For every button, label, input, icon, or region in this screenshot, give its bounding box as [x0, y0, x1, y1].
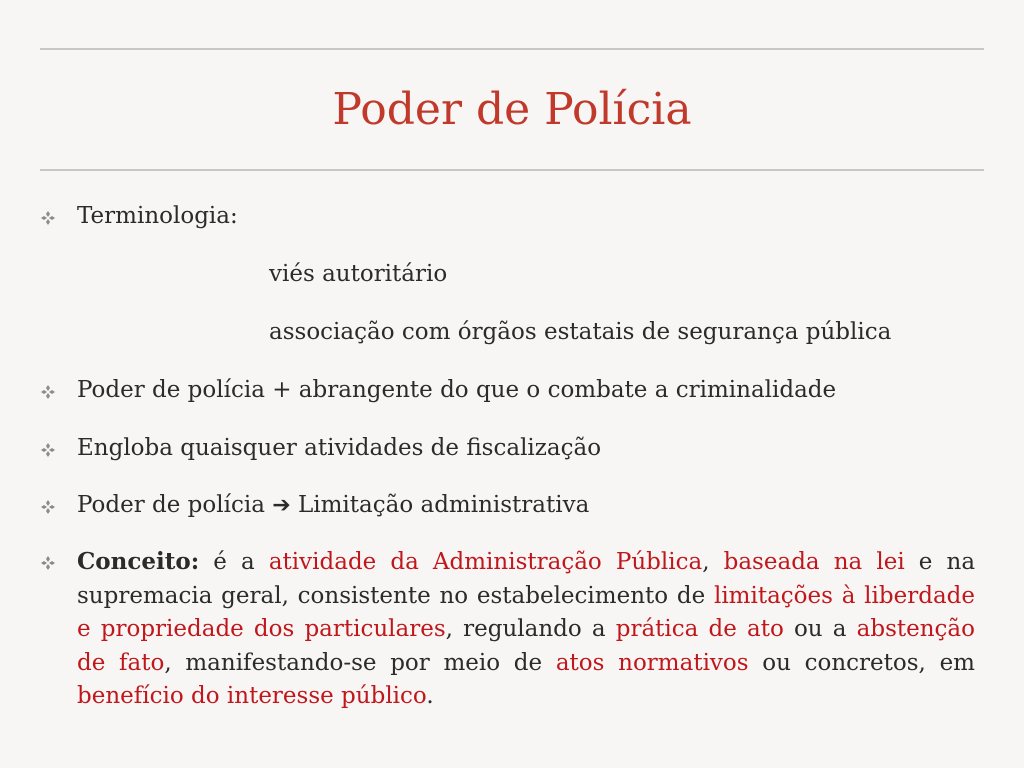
concept-text: é a — [199, 549, 269, 575]
slide-title: Poder de Polícia — [332, 84, 692, 135]
concept-emphasis: atos normativos — [555, 649, 749, 676]
concept-emphasis: prática de ato — [615, 616, 784, 642]
quad-diamond-bullet-icon — [40, 499, 56, 515]
sub-item: associação com órgãos estatais de segurança pública — [269, 319, 892, 345]
title-divider — [40, 169, 984, 171]
quad-diamond-bullet-icon — [40, 210, 56, 226]
quad-diamond-bullet-icon — [40, 555, 56, 571]
quad-diamond-bullet-icon — [40, 442, 56, 458]
concept-text: , manifestando-se por meio de — [164, 649, 556, 676]
quad-diamond-bullet-icon — [40, 384, 56, 400]
bullet-text: Terminologia: — [77, 203, 238, 229]
bullet-text-before: Poder de polícia — [77, 492, 265, 518]
bullet-text-after: Limitação administrativa — [297, 492, 590, 518]
bullet-text: Engloba quaisquer atividades de fiscalização — [77, 435, 602, 461]
right-arrow-icon: ➔ — [272, 493, 291, 518]
concept-emphasis: baseada na lei — [723, 549, 905, 575]
concept-emphasis: abstenção de fato — [77, 616, 975, 676]
concept-label: Conceito: — [77, 548, 200, 575]
concept-text: . — [426, 683, 434, 709]
concept-emphasis: limitações à liberdade e propriedade dos particulares — [77, 582, 975, 642]
bullet-text: Poder de polícia + abrangente do que o combate a criminalidade — [77, 377, 837, 403]
concept-text: , regulando a — [445, 616, 616, 642]
concept-text: , — [702, 549, 724, 575]
concept-text: ou concretos, em — [748, 649, 975, 676]
concept-emphasis: benefício do interesse público — [77, 683, 427, 709]
concept-text: ou a — [783, 616, 857, 642]
concept-text: e na supremacia geral, consistente no estabelecimento de — [77, 549, 976, 609]
concept-paragraph — [77, 545, 975, 714]
concept-emphasis: atividade da Administração Pública — [268, 549, 703, 575]
sub-item: viés autoritário — [269, 261, 448, 287]
top-divider — [40, 48, 984, 50]
bullet-text — [77, 489, 977, 522]
